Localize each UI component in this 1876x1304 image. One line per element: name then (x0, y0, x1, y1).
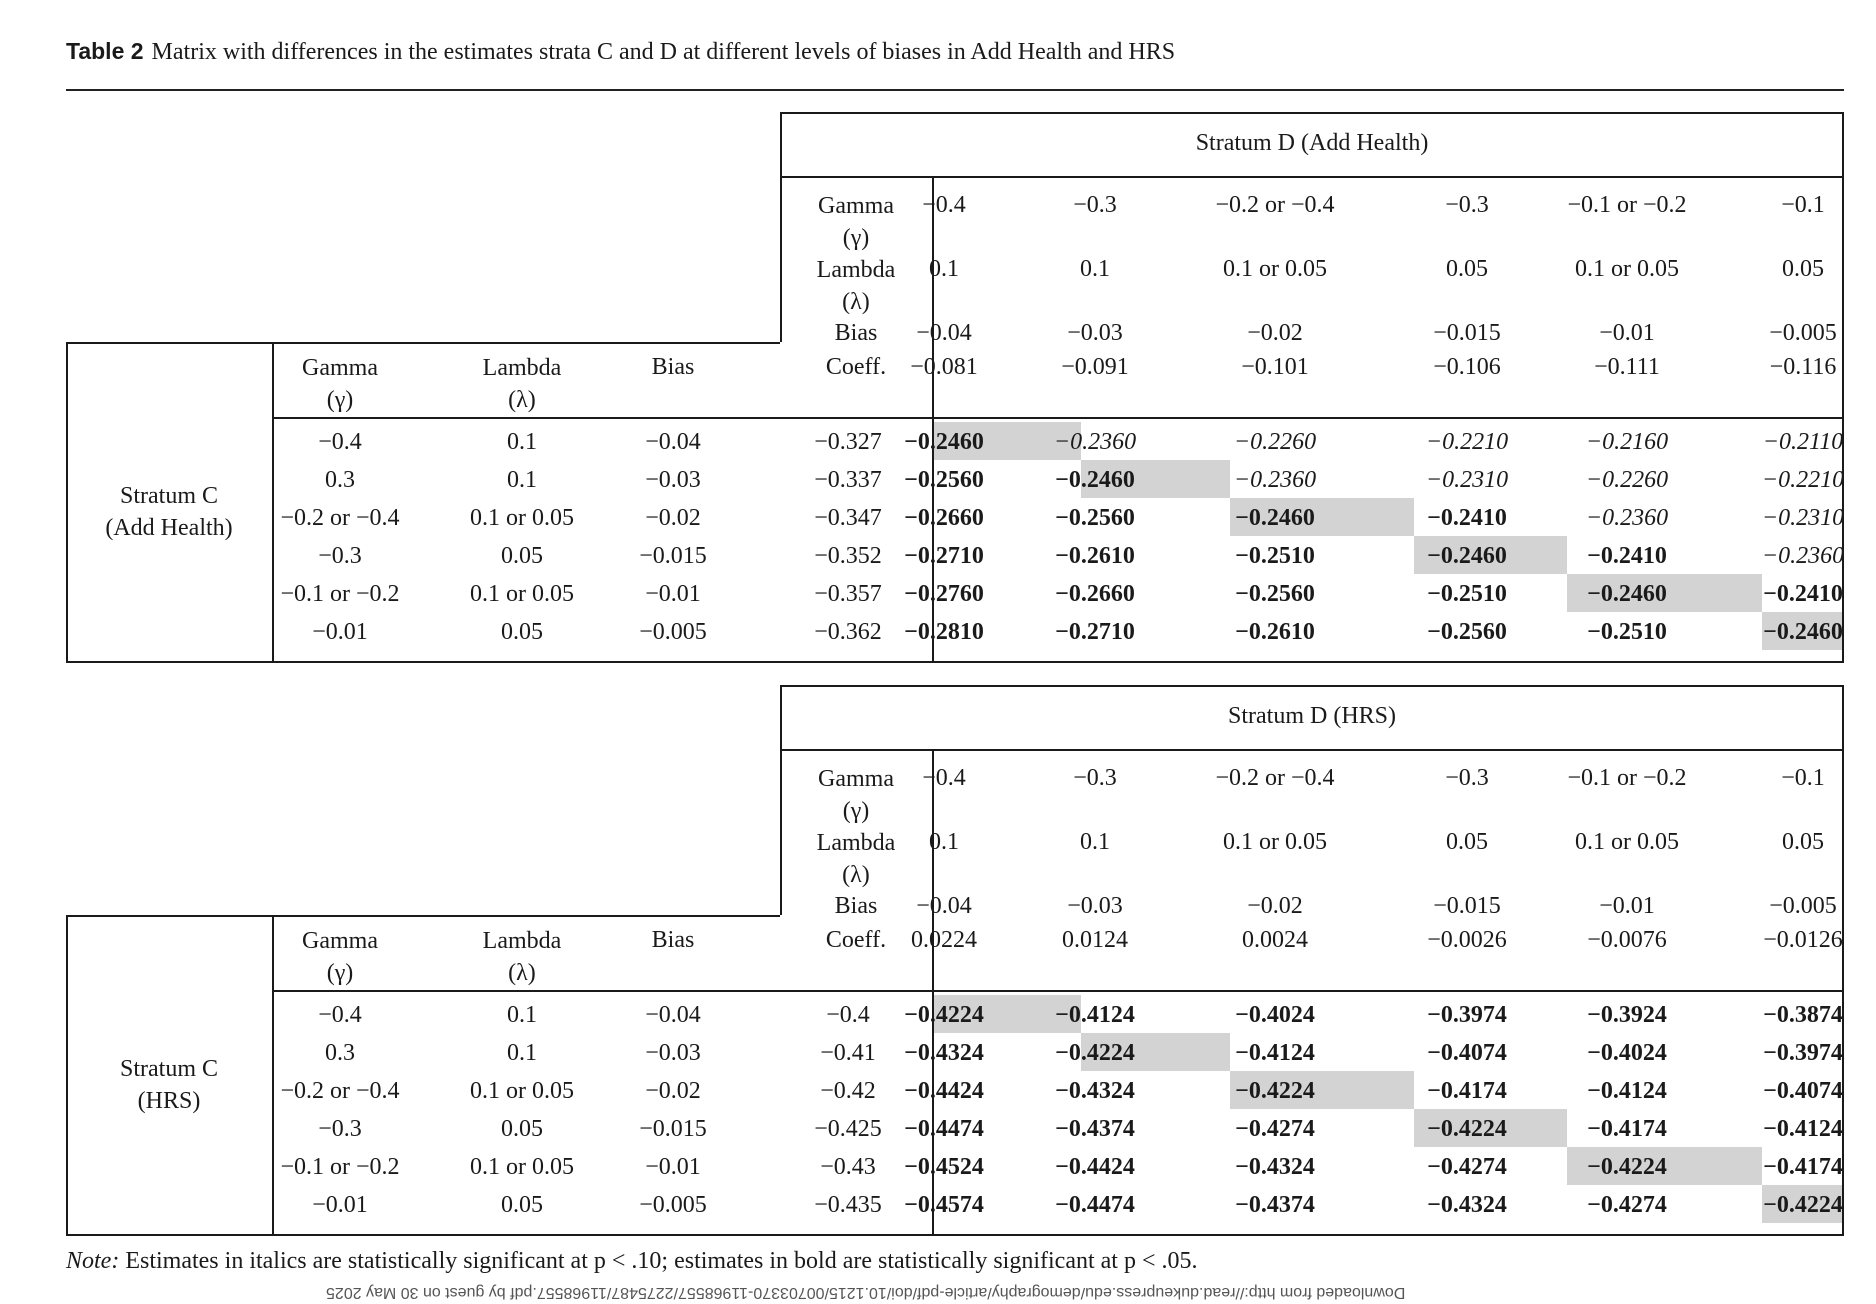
estimate-cell: −0.4124 (1055, 1002, 1135, 1028)
table-title: Matrix with differences in the estimates strata C and D at different levels of biases in Add Health and HRS (151, 39, 1176, 65)
d-lambda-value: 0.1 or 0.05 (1575, 829, 1679, 855)
estimate-cell: −0.2410 (1587, 543, 1667, 569)
stratum-d-top-border (780, 685, 1844, 687)
d-lambda-value: 0.1 (929, 829, 959, 855)
c-gamma-value: −0.1 or −0.2 (280, 1154, 400, 1180)
estimate-cell: −0.2360 (1053, 429, 1137, 455)
c-coeff-value: −0.43 (820, 1154, 876, 1180)
d-lambda-value: 0.1 or 0.05 (1223, 256, 1327, 282)
d-bias-value: −0.04 (916, 320, 972, 346)
estimate-cell: −0.2560 (1427, 619, 1507, 645)
d-lambda-value: 0.05 (1782, 256, 1824, 282)
estimate-cell: −0.4324 (1055, 1078, 1135, 1104)
d-gamma-value: −0.3 (1073, 765, 1117, 791)
estimate-cell: −0.2260 (1585, 467, 1669, 493)
d-coeff-value: −0.111 (1594, 354, 1660, 380)
stratum-d-top-border (780, 112, 1844, 114)
estimate-cell: −0.4374 (1055, 1116, 1135, 1142)
stratum-c-label-divider (272, 342, 274, 661)
c-gamma-value: −0.01 (312, 619, 368, 645)
table-caption (66, 38, 1175, 66)
d-coeff-value: −0.106 (1433, 354, 1501, 380)
estimate-cell: −0.4124 (1587, 1078, 1667, 1104)
c-bias-value: −0.02 (645, 1078, 701, 1104)
c-bias-value: −0.005 (639, 619, 707, 645)
c-lambda-value: 0.1 or 0.05 (470, 581, 574, 607)
d-gamma-value: −0.1 (1781, 765, 1825, 791)
note-text: Estimates in italics are statistically significant at p < .10; estimates in bold are statistically significant at p < .05. (125, 1248, 1198, 1274)
c-lambda-value: 0.1 (507, 1040, 537, 1066)
stratum-d-title-rule (780, 749, 1844, 751)
header-bottom-rule (272, 417, 1844, 419)
c-bias-header: Bias (651, 354, 695, 380)
c-gamma-value: −0.01 (312, 1192, 368, 1218)
c-coeff-value: −0.425 (814, 1116, 882, 1142)
estimate-cell: −0.2610 (1055, 543, 1135, 569)
d-bias-value: −0.015 (1433, 320, 1501, 346)
stratum-c-title: (HRS) (137, 1088, 201, 1114)
d-bias-value: −0.02 (1247, 320, 1303, 346)
c-lambda-value: 0.05 (501, 1192, 543, 1218)
estimate-cell: −0.2510 (1235, 543, 1315, 569)
c-lambda-value: 0.05 (501, 543, 543, 569)
bias-header-label: Bias (834, 320, 878, 346)
c-gamma-value: −0.3 (318, 1116, 362, 1142)
d-bias-value: −0.03 (1067, 893, 1123, 919)
estimate-cell: −0.3874 (1763, 1002, 1843, 1028)
estimate-cell: −0.2810 (904, 619, 984, 645)
estimate-cell: −0.4174 (1427, 1078, 1507, 1104)
estimate-cell: −0.4474 (904, 1116, 984, 1142)
gamma-header-label: Gamma (γ) (818, 193, 894, 251)
estimate-cell: −0.4024 (1235, 1002, 1315, 1028)
estimate-cell: −0.4274 (1427, 1154, 1507, 1180)
d-bias-value: −0.015 (1433, 893, 1501, 919)
coeff-header-label: Coeff. (825, 354, 887, 380)
estimate-cell: −0.4524 (904, 1154, 984, 1180)
estimate-cell: −0.4424 (1055, 1154, 1135, 1180)
c-bias-value: −0.03 (645, 467, 701, 493)
bias-header-label: Bias (834, 893, 878, 919)
d-gamma-value: −0.2 or −0.4 (1215, 765, 1335, 791)
estimate-cell: −0.2660 (1055, 581, 1135, 607)
c-gamma-value: −0.2 or −0.4 (280, 1078, 400, 1104)
estimate-cell: −0.2460 (1427, 543, 1507, 569)
estimate-cell: −0.4224 (1587, 1154, 1667, 1180)
estimate-cell: −0.2460 (1763, 619, 1843, 645)
estimate-cell: −0.2560 (1235, 581, 1315, 607)
c-coeff-value: −0.337 (814, 467, 882, 493)
estimate-cell: −0.2660 (904, 505, 984, 531)
stratum-c-title: Stratum C (119, 1056, 219, 1082)
estimate-cell: −0.4124 (1235, 1040, 1315, 1066)
c-bias-value: −0.04 (645, 429, 701, 455)
c-coeff-value: −0.327 (814, 429, 882, 455)
d-lambda-value: 0.1 (1080, 829, 1110, 855)
d-gamma-value: −0.3 (1073, 192, 1117, 218)
estimate-cell: −0.2410 (1427, 505, 1507, 531)
c-lambda-header: Lambda (λ) (482, 928, 562, 986)
c-gamma-header: Gamma (γ) (302, 928, 378, 986)
d-gamma-value: −0.4 (922, 192, 966, 218)
estimate-cell: −0.2410 (1763, 581, 1843, 607)
estimate-cell: −0.2110 (1762, 429, 1844, 455)
coeff-header-label: Coeff. (825, 927, 887, 953)
panel-add-health (0, 112, 1876, 682)
estimate-cell: −0.4424 (904, 1078, 984, 1104)
c-coeff-value: −0.347 (814, 505, 882, 531)
download-watermark: Downloaded from http://read.dukeupress.edu/demography/article-pdf/doi/10.1215/00703370-11968557/2275487/11968557.pdf by guest on 30 May 2025 (326, 1284, 1406, 1301)
estimate-cell: −0.2210 (1761, 467, 1845, 493)
stratum-c-left-border (66, 342, 68, 661)
d-gamma-value: −0.1 (1781, 192, 1825, 218)
d-coeff-value: −0.081 (910, 354, 978, 380)
c-lambda-value: 0.05 (501, 619, 543, 645)
table-note (66, 1248, 1198, 1275)
estimate-cell: −0.3974 (1763, 1040, 1843, 1066)
estimate-cell: −0.4074 (1427, 1040, 1507, 1066)
estimate-cell: −0.4124 (1763, 1116, 1843, 1142)
d-lambda-value: 0.1 (929, 256, 959, 282)
c-coeff-value: −0.41 (820, 1040, 876, 1066)
c-gamma-value: 0.3 (325, 1040, 355, 1066)
stratum-d-title: Stratum D (Add Health) (1195, 130, 1429, 156)
estimate-cell: −0.2360 (1233, 467, 1317, 493)
c-gamma-value: −0.1 or −0.2 (280, 581, 400, 607)
d-bias-value: −0.005 (1769, 893, 1837, 919)
estimate-cell: −0.2710 (904, 543, 984, 569)
c-bias-value: −0.03 (645, 1040, 701, 1066)
d-bias-value: −0.03 (1067, 320, 1123, 346)
panel-hrs (0, 685, 1876, 1255)
c-coeff-value: −0.352 (814, 543, 882, 569)
c-gamma-value: −0.2 or −0.4 (280, 505, 400, 531)
c-gamma-value: 0.3 (325, 467, 355, 493)
c-gamma-value: −0.4 (318, 429, 362, 455)
c-bias-value: −0.01 (645, 581, 701, 607)
estimate-cell: −0.4224 (904, 1002, 984, 1028)
stratum-d-title: Stratum D (HRS) (1228, 703, 1396, 729)
estimate-cell: −0.4374 (1235, 1192, 1315, 1218)
d-lambda-value: 0.05 (1446, 256, 1488, 282)
stratum-c-title: Stratum C (119, 483, 219, 509)
d-coeff-value: −0.116 (1769, 354, 1837, 380)
lambda-header-label: Lambda (λ) (816, 257, 896, 315)
stratum-c-title: (Add Health) (105, 515, 233, 541)
d-lambda-value: 0.05 (1782, 829, 1824, 855)
estimate-cell: −0.2310 (1761, 505, 1845, 531)
c-coeff-value: −0.435 (814, 1192, 882, 1218)
estimate-cell: −0.2510 (1587, 619, 1667, 645)
estimate-cell: −0.2360 (1585, 505, 1669, 531)
c-bias-value: −0.015 (639, 1116, 707, 1142)
c-lambda-value: 0.1 (507, 467, 537, 493)
c-bias-value: −0.005 (639, 1192, 707, 1218)
c-bias-header: Bias (651, 927, 695, 953)
estimate-cell: −0.3974 (1427, 1002, 1507, 1028)
d-bias-value: −0.04 (916, 893, 972, 919)
estimate-cell: −0.2560 (1055, 505, 1135, 531)
c-lambda-value: 0.1 or 0.05 (470, 1078, 574, 1104)
d-gamma-value: −0.1 or −0.2 (1567, 192, 1687, 218)
d-coeff-value: 0.0224 (911, 927, 977, 953)
estimate-cell: −0.4174 (1763, 1154, 1843, 1180)
c-lambda-value: 0.1 (507, 429, 537, 455)
c-lambda-value: 0.05 (501, 1116, 543, 1142)
estimate-cell: −0.2510 (1427, 581, 1507, 607)
d-lambda-value: 0.05 (1446, 829, 1488, 855)
c-lambda-value: 0.1 or 0.05 (470, 1154, 574, 1180)
estimate-cell: −0.4024 (1587, 1040, 1667, 1066)
estimate-cell: −0.2460 (1055, 467, 1135, 493)
estimate-cell: −0.4074 (1763, 1078, 1843, 1104)
estimate-cell: −0.2160 (1585, 429, 1669, 455)
stratum-d-left-border (780, 112, 782, 342)
d-gamma-value: −0.1 or −0.2 (1567, 765, 1687, 791)
estimate-cell: −0.2210 (1425, 429, 1509, 455)
c-coeff-value: −0.4 (826, 1002, 870, 1028)
d-coeff-value: 0.0024 (1242, 927, 1308, 953)
table-label: Table 2 (66, 38, 144, 64)
estimate-cell: −0.4324 (1427, 1192, 1507, 1218)
c-gamma-value: −0.4 (318, 1002, 362, 1028)
c-lambda-value: 0.1 or 0.05 (470, 505, 574, 531)
estimate-cell: −0.2460 (904, 429, 984, 455)
d-gamma-value: −0.2 or −0.4 (1215, 192, 1335, 218)
d-gamma-value: −0.3 (1445, 192, 1489, 218)
lambda-header-label: Lambda (λ) (816, 830, 896, 888)
gamma-header-label: Gamma (γ) (818, 766, 894, 824)
estimate-cell: −0.4224 (1235, 1078, 1315, 1104)
estimate-cell: −0.2360 (1761, 543, 1845, 569)
estimate-cell: −0.2460 (1235, 505, 1315, 531)
estimate-cell: −0.4274 (1587, 1192, 1667, 1218)
c-coeff-value: −0.362 (814, 619, 882, 645)
estimate-cell: −0.4224 (1427, 1116, 1507, 1142)
d-gamma-value: −0.4 (922, 765, 966, 791)
header-bottom-rule (272, 990, 1844, 992)
estimate-cell: −0.4274 (1235, 1116, 1315, 1142)
c-lambda-header: Lambda (λ) (482, 355, 562, 413)
c-coeff-value: −0.357 (814, 581, 882, 607)
estimate-cell: −0.4224 (1055, 1040, 1135, 1066)
estimate-cell: −0.4324 (904, 1040, 984, 1066)
d-bias-value: −0.02 (1247, 893, 1303, 919)
estimate-cell: −0.2310 (1425, 467, 1509, 493)
d-bias-value: −0.01 (1599, 893, 1655, 919)
d-bias-value: −0.005 (1769, 320, 1837, 346)
d-coeff-value: −0.0026 (1427, 927, 1507, 953)
caption-rule (66, 89, 1844, 91)
d-gamma-value: −0.3 (1445, 765, 1489, 791)
estimate-cell: −0.2610 (1235, 619, 1315, 645)
c-lambda-value: 0.1 (507, 1002, 537, 1028)
table-bottom-border (66, 1234, 1844, 1236)
c-bias-value: −0.015 (639, 543, 707, 569)
estimate-cell: −0.2460 (1587, 581, 1667, 607)
estimate-cell: −0.4324 (1235, 1154, 1315, 1180)
stratum-c-top-border (66, 342, 780, 344)
stratum-c-label-divider (272, 915, 274, 1234)
stratum-c-left-border (66, 915, 68, 1234)
estimate-cell: −0.4574 (904, 1192, 984, 1218)
table-bottom-border (66, 661, 1844, 663)
c-gamma-header: Gamma (γ) (302, 355, 378, 413)
c-bias-value: −0.04 (645, 1002, 701, 1028)
c-gamma-value: −0.3 (318, 543, 362, 569)
d-coeff-value: −0.0076 (1587, 927, 1667, 953)
estimate-cell: −0.4224 (1763, 1192, 1843, 1218)
note-prefix: Note: (66, 1248, 120, 1274)
d-coeff-value: −0.0126 (1763, 927, 1843, 953)
estimate-cell: −0.2710 (1055, 619, 1135, 645)
d-coeff-value: 0.0124 (1062, 927, 1128, 953)
c-bias-value: −0.01 (645, 1154, 701, 1180)
stratum-c-top-border (66, 915, 780, 917)
estimate-cell: −0.4474 (1055, 1192, 1135, 1218)
d-lambda-value: 0.1 or 0.05 (1223, 829, 1327, 855)
d-lambda-value: 0.1 or 0.05 (1575, 256, 1679, 282)
estimate-cell: −0.2760 (904, 581, 984, 607)
d-lambda-value: 0.1 (1080, 256, 1110, 282)
d-coeff-value: −0.091 (1061, 354, 1129, 380)
c-coeff-value: −0.42 (820, 1078, 876, 1104)
estimate-cell: −0.3924 (1587, 1002, 1667, 1028)
c-bias-value: −0.02 (645, 505, 701, 531)
d-coeff-value: −0.101 (1241, 354, 1309, 380)
estimate-cell: −0.4174 (1587, 1116, 1667, 1142)
stratum-d-left-border (780, 685, 782, 915)
d-bias-value: −0.01 (1599, 320, 1655, 346)
stratum-d-title-rule (780, 176, 1844, 178)
estimate-cell: −0.2560 (904, 467, 984, 493)
estimate-cell: −0.2260 (1233, 429, 1317, 455)
